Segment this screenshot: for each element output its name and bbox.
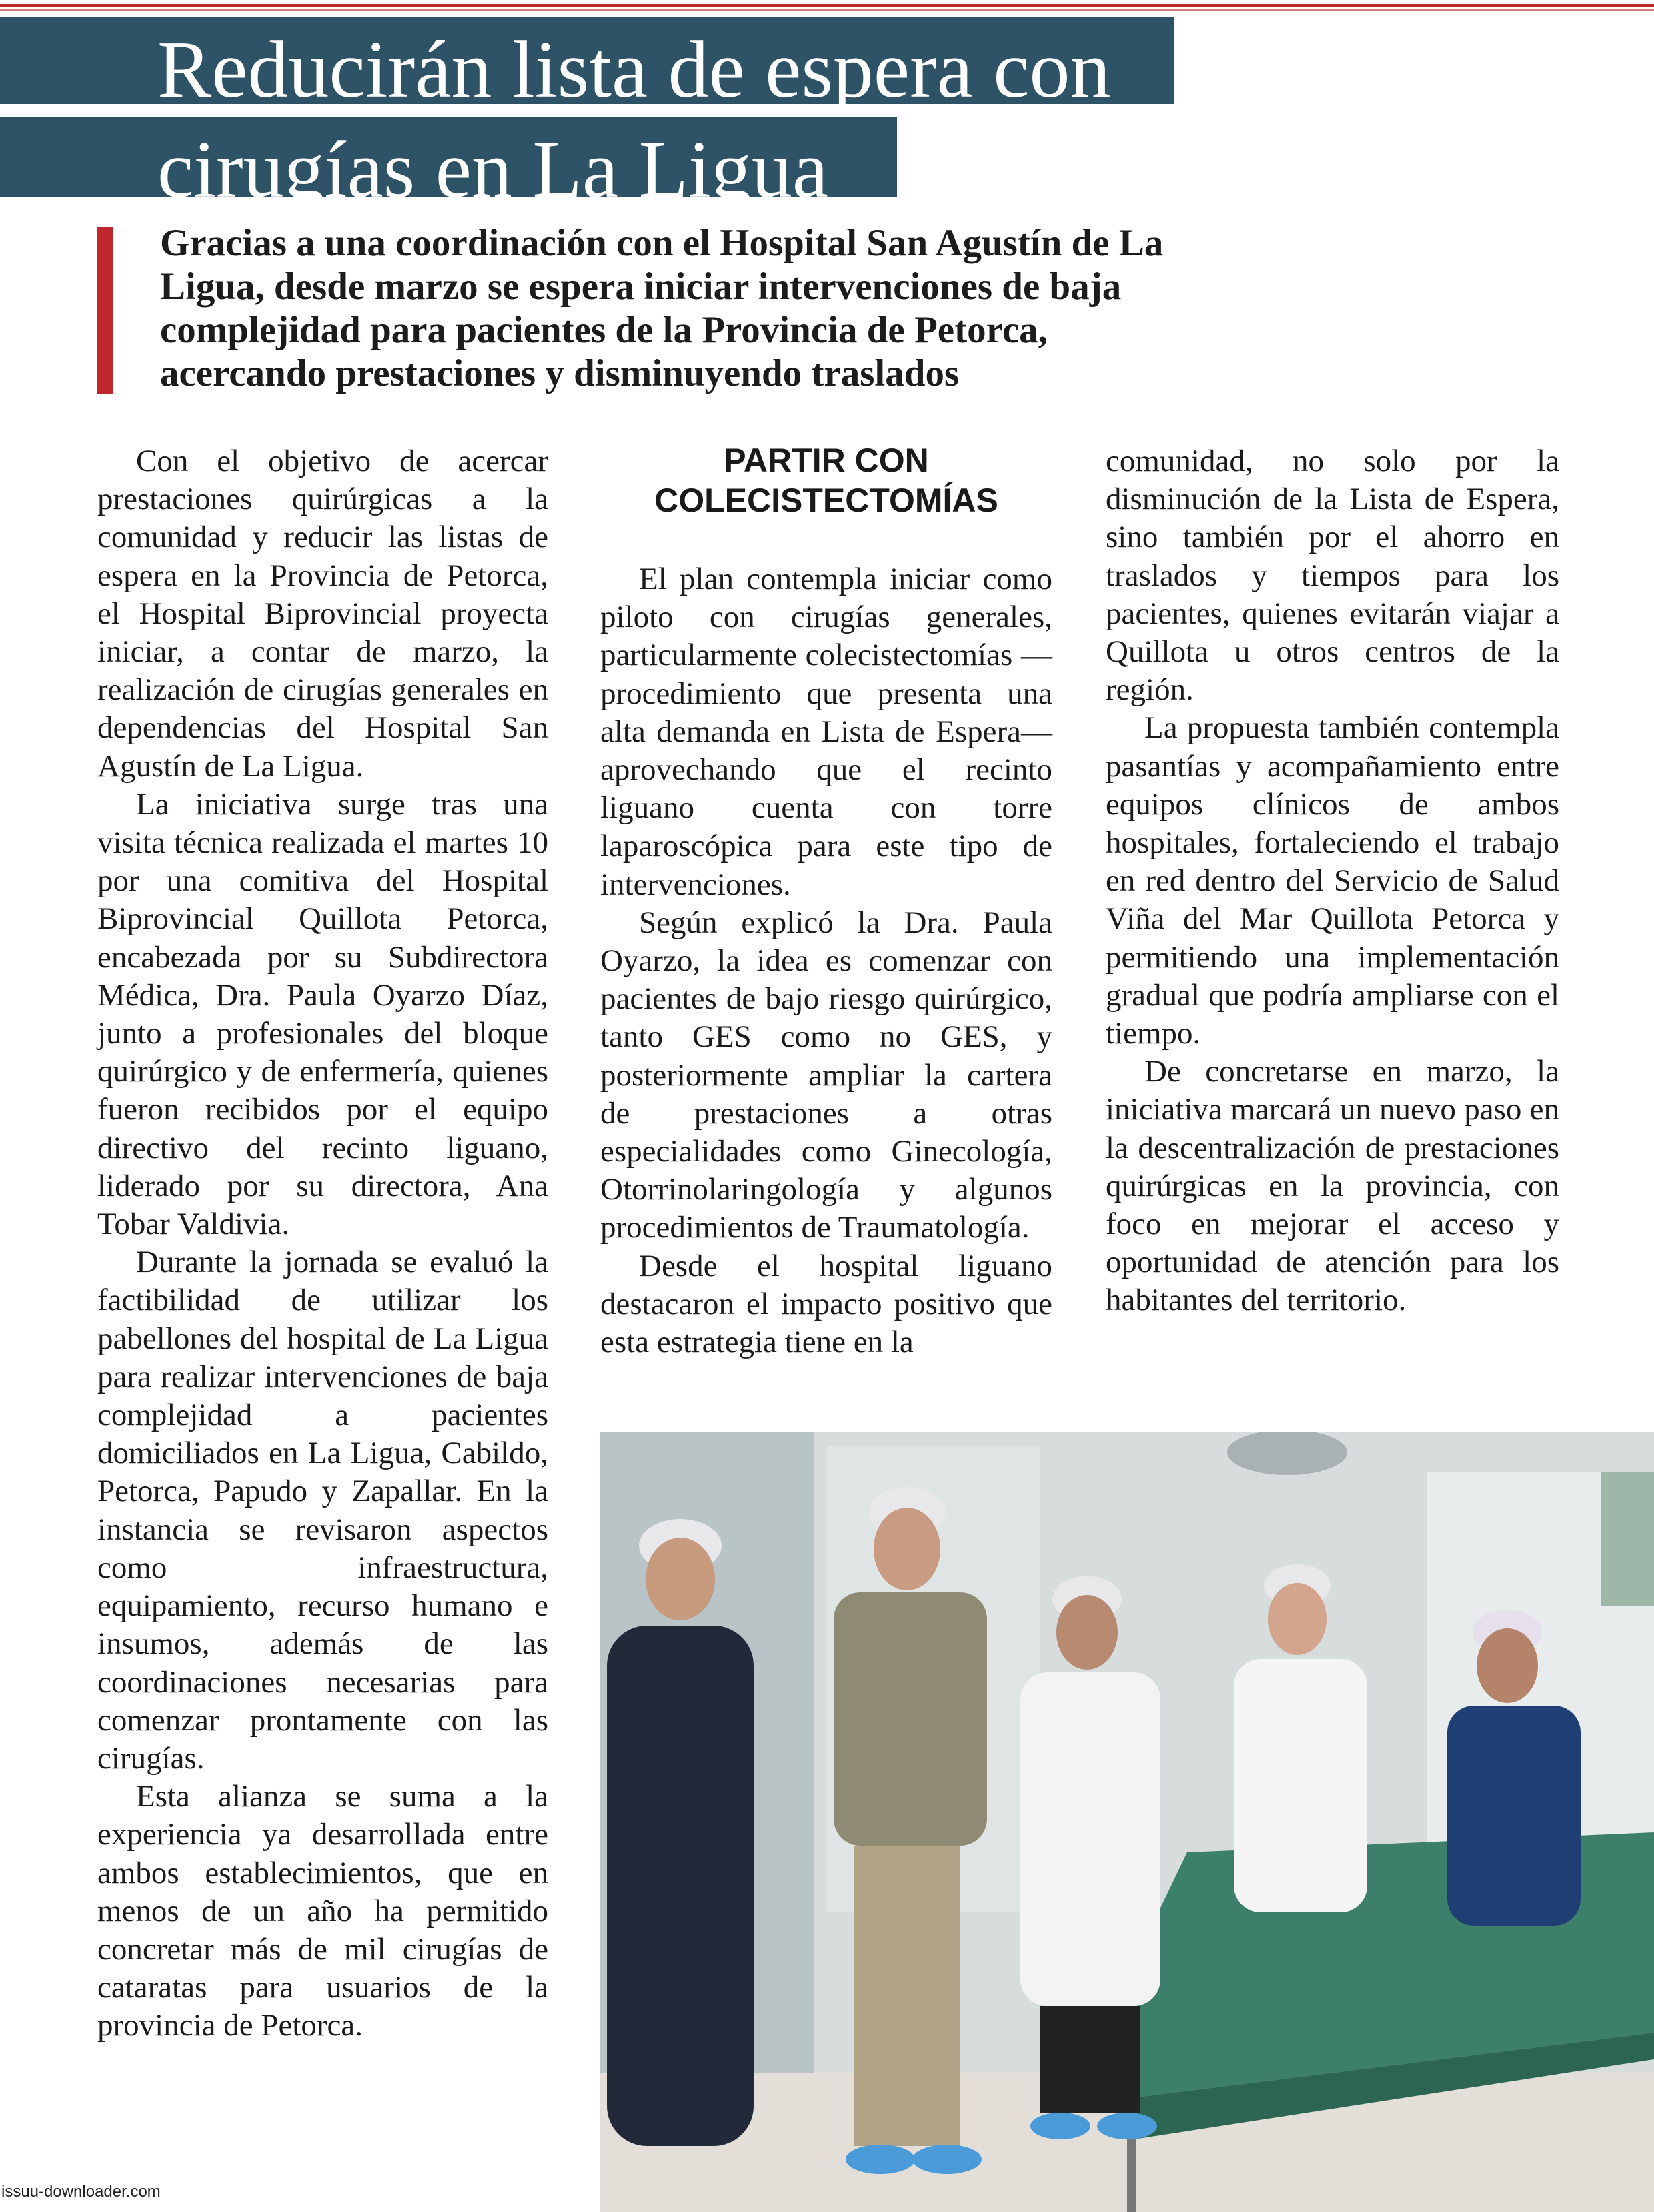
col1-paragraph-2: La iniciativa surge tras una visita técnica realizada el martes 10 por una comitiva del Hospital Biprovincial Quillota Petorca, encabezada por su Subdirectora Médica, Dra. Paula Oyarzo Díaz, junto a profesionales del bloque quirúrgico y de enfermería, quienes fueron recibidos por el equipo directivo del recinto liguano, liderado por su directora, Ana Tobar Valdivia.	[97, 786, 548, 1242]
col2-paragraph-2: Según explicó la Dra. Paula Oyarzo, la idea es comenzar con pacientes de bajo riesgo quirúrgico, tanto GES como no GES, y posteriormente ampliar la cartera de prestaciones a otras especialidades como Ginecología, Otorrinolaringología y algunos procedimientos de Traumatología.	[600, 905, 1052, 1245]
col3-paragraph-2: La propuesta también contempla pasantías y acompañamiento entre equipos clínicos de ambos hospitales, fortaleciendo el trabajo en red dentro del Servicio de Salud Viña del Mar Quillota Petorca y permitiendo una implementación gradual que podría ampliarse con el tiempo.	[1106, 710, 1559, 1051]
section-subhead: PARTIR CON COLECISTECTOMÍAS	[654, 442, 998, 519]
article-column-3	[1106, 442, 1559, 1320]
col3-paragraph-3: De concretarse en marzo, la iniciativa marcará un nuevo paso en la descentralización de prestaciones quirúrgicas en la provincia, con foco en mejorar el acceso y oportunidad de atención para los habitantes del territorio.	[1106, 1054, 1559, 1318]
headline-line-1: Reducirán lista de espera con	[0, 17, 1174, 104]
watermark: issuu-downloader.com	[1, 2183, 161, 2201]
article-column-1	[97, 442, 548, 2045]
col1-paragraph-4: Esta alianza se suma a la experiencia ya desarrollada entre ambos establecimientos, que en menos de un año ha permitido concretar más de mil cirugías de cataratas para usuarios de la provincia de Petorca.	[97, 1779, 548, 2043]
col2-paragraph-1: El plan contempla iniciar como piloto con cirugías generales, particularmente colecistectomías —procedimiento que presenta una alta demanda en Lista de Espera— aprovechando que el recinto liguano cuenta con torre laparoscópica para este tipo de intervenciones.	[600, 562, 1052, 902]
article-column-2	[600, 560, 1052, 1361]
col1-paragraph-3: Durante la jornada se evaluó la factibilidad de utilizar los pabellones del hospital de La Ligua para realizar intervenciones de baja complejidad a pacientes domiciliados en La Ligua, Cabildo, Petorca, Papudo y Zapallar. En la instancia se revisaron aspectos como infraestructura, equipamiento, recurso humano e insumos, además de las coordinaciones necesarias para comenzar prontamente con las cirugías.	[97, 1245, 548, 1776]
headline-line-2: cirugías en La Ligua	[0, 117, 897, 197]
col3-paragraph-1: comunidad, no solo por la disminución de la Lista de Espera, sino también por el ahorro en traslados y tiempos para los pacientes, quienes evitarán viajar a Quillota u otros centros de la región.	[1106, 444, 1559, 708]
lead-paragraph: Gracias a una coordinación con el Hospital San Agustín de La Ligua, desde marzo se espera iniciar intervenciones de baja complejidad para pacientes de la Provincia de Petorca, acercando prestaciones y disminuyendo traslados	[160, 222, 1164, 394]
col1-paragraph-1: Con el objetivo de acercar prestaciones quirúrgicas a la comunidad y reducir las listas de espera en la Provincia de Petorca, el Hospital Biprovincial proyecta iniciar, a contar de marzo, la realización de cirugías generales en dependencias del Hospital San Agustín de La Ligua.	[97, 444, 548, 784]
operating-room-illustration	[600, 1432, 1654, 2212]
article-photo	[600, 1432, 1654, 2212]
top-red-rule	[0, 4, 1654, 7]
col2-paragraph-3: Desde el hospital liguano destacaron el impacto positivo que esta estrategia tiene en la	[600, 1248, 1052, 1360]
lead-accent-bar	[97, 227, 113, 394]
top-red-rule-thin	[0, 9, 1654, 11]
